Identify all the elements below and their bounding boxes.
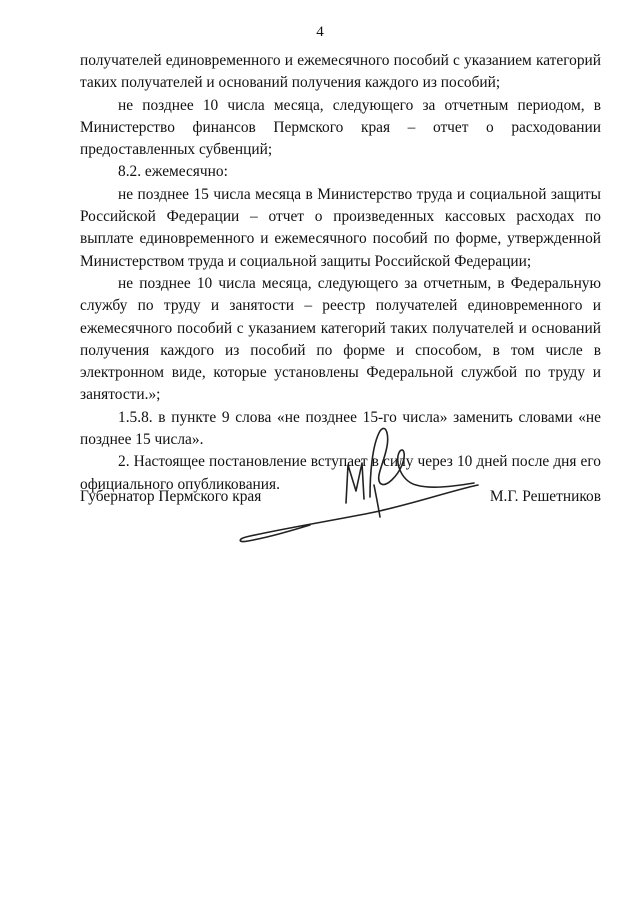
paragraph-1: получателей единовременного и ежемесячного пособий с указанием категорий таких получателей и оснований получения каждого из пособий; bbox=[80, 52, 601, 92]
paragraph-2: не позднее 10 числа месяца, следующего за отчетным периодом, в Министерство финансов Пермского края – отчет о расходовании предоставленных субвенций; bbox=[80, 96, 601, 159]
paragraph-7: 2. Настоящее постановление вступает в силу через 10 дней после дня его официального опубликования. bbox=[80, 453, 601, 493]
signer-title: Губернатор Пермского края bbox=[80, 488, 262, 505]
paragraph-3: 8.2. ежемесячно: bbox=[118, 163, 228, 181]
paragraph-4: не позднее 15 числа месяца в Министерство труда и социальной защиты Российской Федерации – отчет о произведенных кассовых расходах по выплате единовременного и ежемесячного пособий по форме, утвержденной Министерством труда и социальной защиты Российской Федерации; bbox=[80, 185, 601, 270]
paragraph-6: 1.5.8. в пункте 9 слова «не позднее 15-го числа» заменить словами «не позднее 15 числа». bbox=[80, 408, 601, 449]
signer-name: М.Г. Решетников bbox=[489, 488, 601, 505]
page-number: 4 bbox=[316, 24, 324, 40]
paragraph-5: не позднее 10 числа месяца, следующего за отчетным, в Федеральную службу по труду и занятости – реестр получателей единовременного и ежемесячного пособий с указанием категорий таких получателей и оснований получения каждого из пособий по форме и способом, в том числе в электронном виде, которые установлены Федеральной службой по труду и занятости.»; bbox=[80, 274, 601, 404]
signature-block bbox=[80, 488, 601, 512]
